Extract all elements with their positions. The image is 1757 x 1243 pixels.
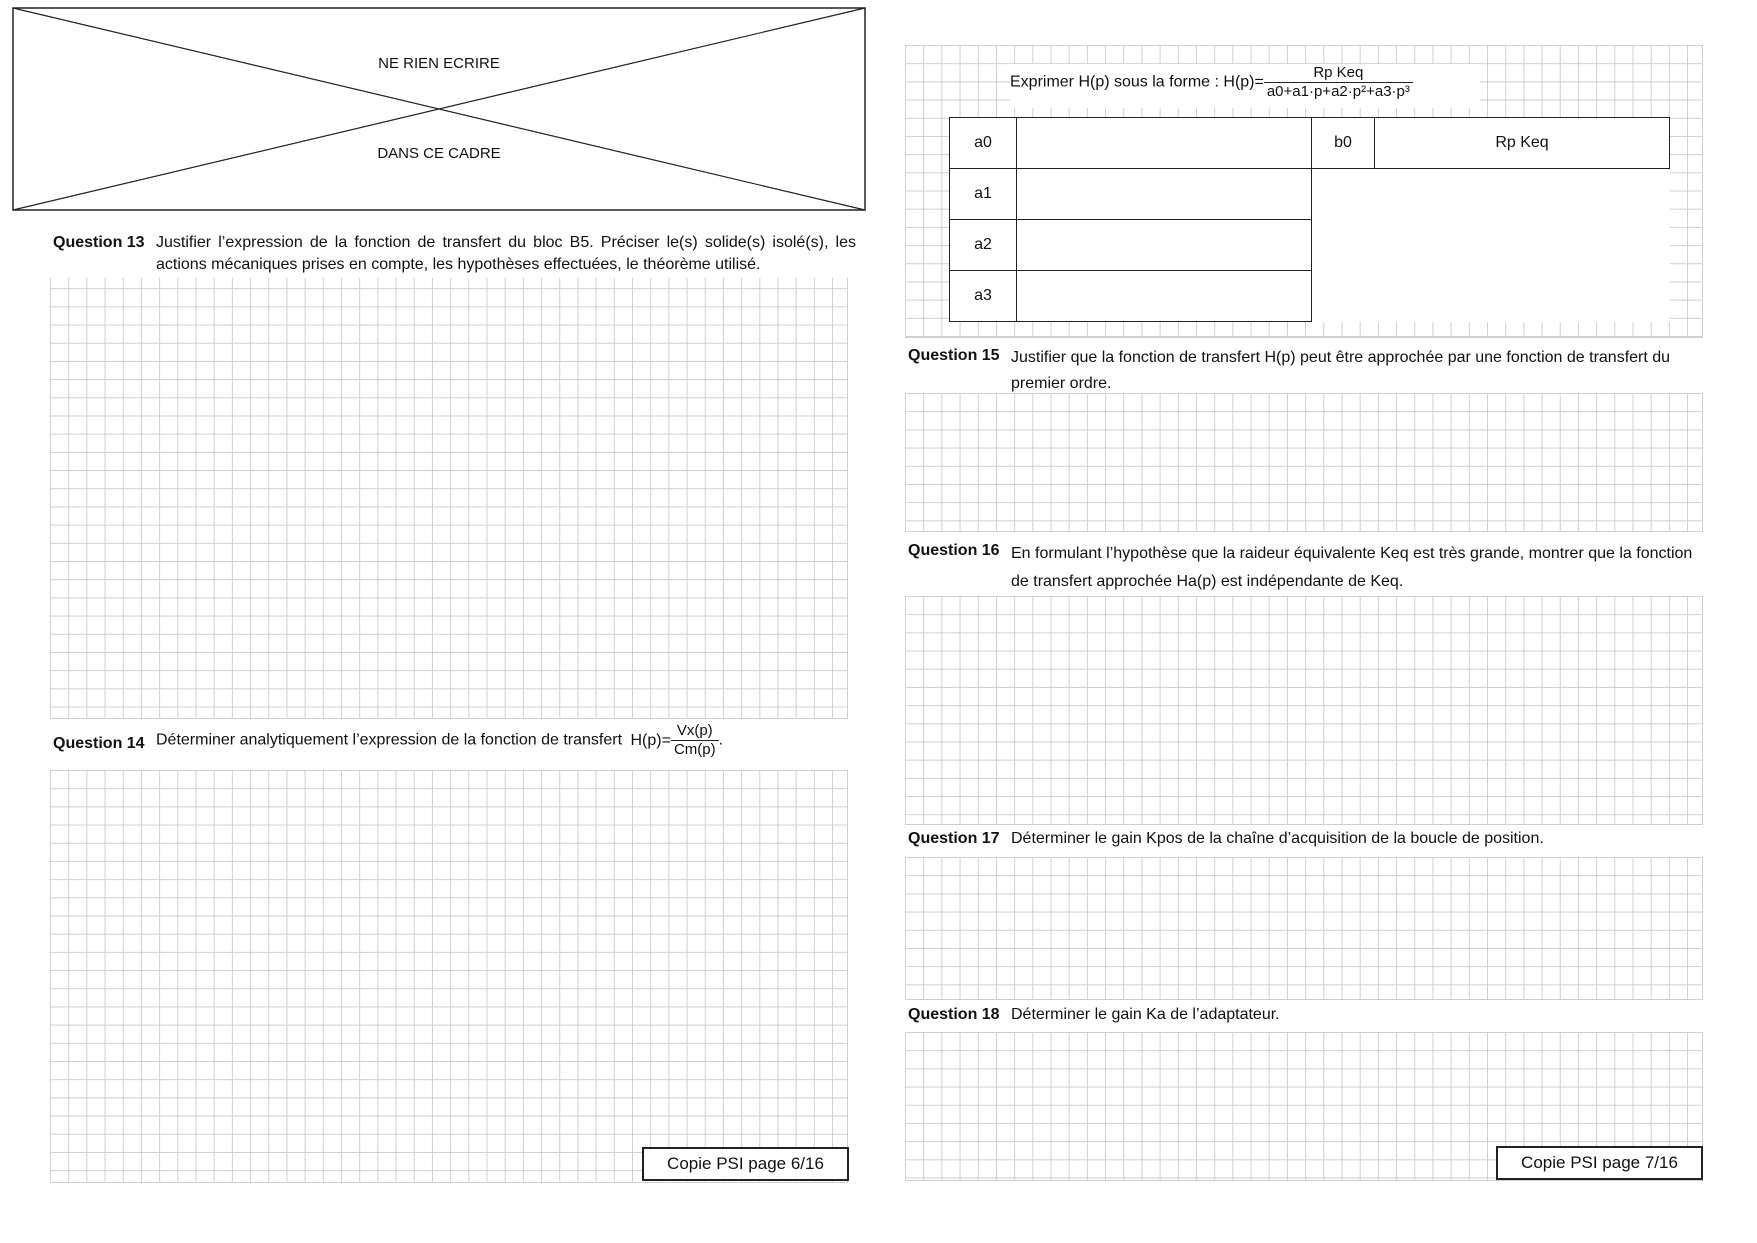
coef-answer-cell[interactable] (1017, 118, 1312, 169)
answer-grid-q14[interactable] (50, 770, 848, 1183)
question-number: Question 15 (908, 347, 1000, 364)
coef-label: a3 (950, 271, 1017, 322)
b-label: b0 (1312, 118, 1375, 169)
question-text: Justifier l’expression de la fonction de transfert du bloc B5. Préciser le(s) solide(s) isolé(s), les actions mécaniques prises en compte, les hypothèses effectuées, le théorème utilisé. (156, 234, 856, 273)
cross-lines (12, 7, 866, 211)
fraction-numerator: Vx(p) (676, 722, 713, 739)
coef-label: a1 (950, 169, 1017, 220)
question-number: Question 18 (908, 1006, 1000, 1023)
question-text: Déterminer le gain Ka de l’adaptateur. (1011, 1006, 1280, 1023)
page-footer-right: Copie PSI page 7/16 (1496, 1146, 1703, 1180)
coef-answer-cell[interactable] (1017, 220, 1312, 271)
fraction-denominator: a0+a1·p+a2·p²+a3·p³ (1264, 82, 1413, 101)
answer-grid-q16[interactable] (905, 596, 1703, 825)
b-value: Rp Keq (1375, 118, 1670, 169)
coef-label: a0 (950, 118, 1017, 169)
table-row (950, 220, 1670, 271)
transfer-fraction (671, 722, 719, 759)
coef-answer-cell[interactable] (1017, 169, 1312, 220)
question-13 (50, 232, 856, 278)
fraction-numerator: Rp Keq (1313, 64, 1364, 81)
intro-text: Exprimer H(p) sous la forme : (1010, 73, 1219, 91)
table-row (950, 118, 1670, 169)
answer-grid-q15[interactable] (905, 393, 1703, 532)
question-number: Question 17 (908, 830, 1000, 847)
question-16 (905, 540, 1711, 592)
coef-label: a2 (950, 220, 1017, 271)
question-18 (905, 1004, 1711, 1030)
question-text: Justifier que la fonction de transfert H(p) peut être approchée par une fonction de transfert du premier ordre. (1011, 349, 1671, 392)
question-15 (905, 345, 1711, 393)
question-number: Question 14 (53, 735, 145, 752)
formula-lhs: H(p)= (630, 731, 671, 749)
frame-label-top: NE RIEN ECRIRE (378, 55, 500, 72)
question-intro (1010, 64, 1480, 108)
coef-answer-cell[interactable] (1017, 271, 1312, 322)
question-17 (905, 828, 1711, 854)
answer-grid-q13[interactable] (50, 270, 848, 719)
fraction-denominator: Cm(p) (671, 740, 719, 759)
table-row (950, 271, 1670, 322)
transfer-fraction (1264, 64, 1413, 101)
coefficient-table (949, 117, 1670, 322)
table-row (950, 169, 1670, 220)
question-number: Question 13 (53, 234, 145, 251)
answer-grid-q17[interactable] (905, 857, 1703, 1000)
question-text: Déterminer analytiquement l’expression de la fonction de transfert H(p)= $\frac{Vx(p)}{Cm(p)}$ . (156, 722, 724, 758)
formula-lhs: H(p)= (1223, 73, 1264, 91)
question-number: Question 16 (908, 542, 1000, 559)
question-14 (50, 722, 856, 770)
question-text: Déterminer le gain Kpos de la chaîne d’acquisition de la boucle de position. (1011, 830, 1544, 847)
question-text: En formulant l’hypothèse que la raideur équivalente Keq est très grande, montrer que la fonction de transfert approchée Ha(p) est indépendante de Keq. (1011, 545, 1693, 590)
page-footer-left: Copie PSI page 6/16 (642, 1147, 849, 1181)
do-not-write-frame (12, 7, 866, 211)
question-text-main: Déterminer analytiquement l’expression de la fonction de transfert (156, 731, 623, 749)
frame-label-bottom: DANS CE CADRE (377, 145, 501, 162)
